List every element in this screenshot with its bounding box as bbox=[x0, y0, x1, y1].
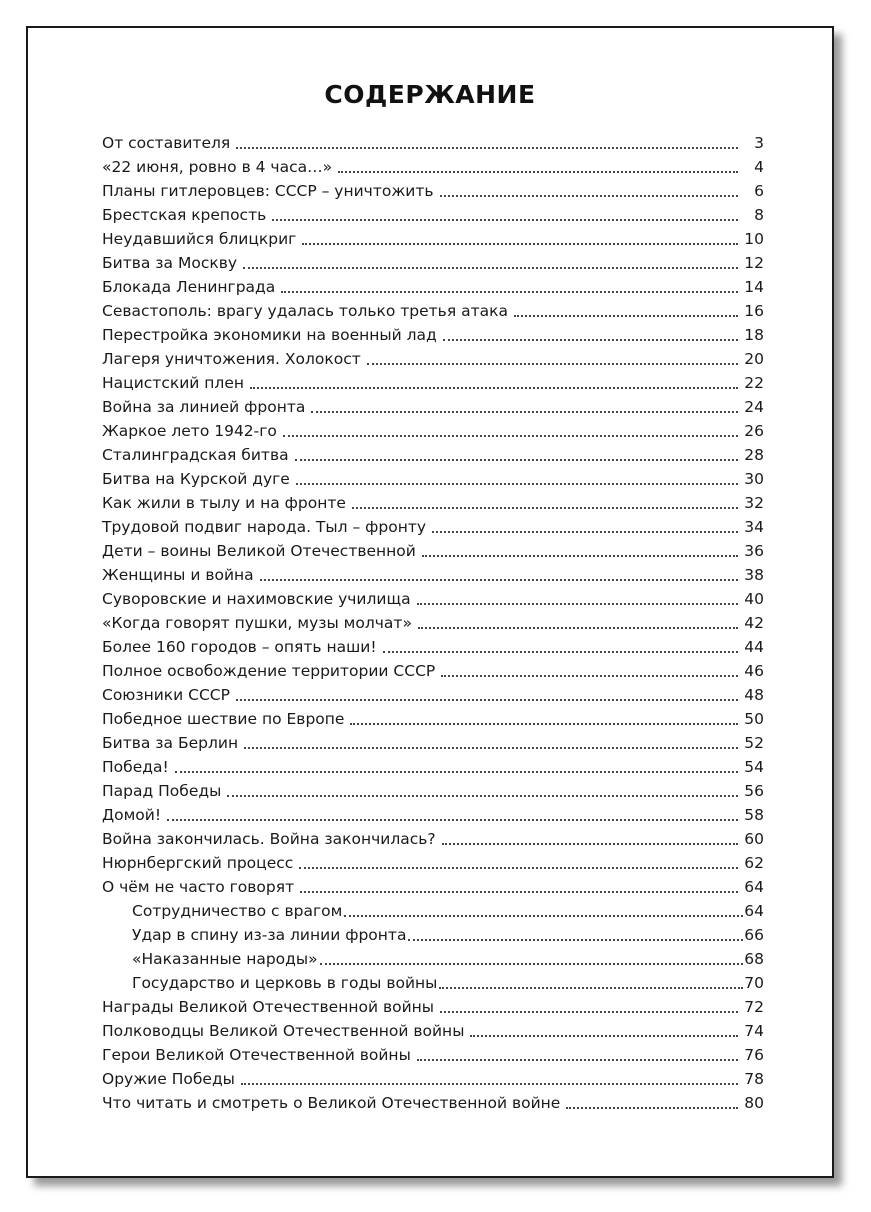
dot-leader bbox=[295, 458, 738, 461]
toc-entry-title: Герои Великой Отечественной войны bbox=[102, 1046, 411, 1064]
toc-entry[interactable] bbox=[102, 1090, 764, 1114]
toc-entry[interactable] bbox=[102, 610, 764, 634]
toc-entry-title: Более 160 городов – опять наши! bbox=[102, 638, 377, 656]
toc-entry-title: «Наказанные народы» bbox=[132, 950, 318, 968]
toc-page-number: 14 bbox=[744, 278, 764, 296]
dot-leader bbox=[243, 266, 738, 269]
toc-page-number: 10 bbox=[744, 230, 764, 248]
toc-page-number: 34 bbox=[744, 518, 764, 536]
toc-page-number: 50 bbox=[744, 710, 764, 728]
dot-leader bbox=[302, 242, 738, 245]
dot-leader bbox=[241, 1082, 738, 1085]
toc-page-number: 48 bbox=[744, 686, 764, 704]
toc-entry[interactable] bbox=[102, 634, 764, 658]
toc-page-number: 6 bbox=[754, 182, 764, 200]
toc-entry[interactable] bbox=[102, 658, 764, 682]
toc-entry-title: Дети – воины Великой Отечественной bbox=[102, 542, 416, 560]
toc-subentry[interactable] bbox=[102, 946, 764, 970]
toc-entry-title: Жаркое лето 1942-го bbox=[102, 422, 277, 440]
toc-page-number: 68 bbox=[744, 950, 764, 968]
toc-entry-title: Трудовой подвиг народа. Тыл – фронту bbox=[102, 518, 427, 536]
toc-entry-title: Сотрудничество с врагом bbox=[132, 902, 343, 920]
toc-entry-title: Брестская крепость bbox=[102, 206, 267, 224]
dot-leader bbox=[227, 794, 738, 797]
toc-entry[interactable] bbox=[102, 682, 764, 706]
toc-entry-title: Награды Великой Отечественной войны bbox=[102, 998, 435, 1016]
toc-page-number: 64 bbox=[744, 878, 764, 896]
toc-entry-title: Удар в спину из-за линии фронта bbox=[132, 926, 407, 944]
toc-entry-title: Севастополь: врагу удалась только третья атака bbox=[102, 302, 508, 320]
toc-entry[interactable] bbox=[102, 274, 764, 298]
dot-leader bbox=[236, 146, 738, 149]
dot-leader bbox=[260, 578, 738, 581]
toc-entry-title: Война закончилась. Война закончилась? bbox=[102, 830, 436, 848]
toc-entry-title: Что читать и смотреть о Великой Отечественной войне bbox=[102, 1094, 561, 1112]
toc-page-number: 12 bbox=[744, 254, 764, 272]
toc-page-number: 40 bbox=[744, 590, 764, 608]
dot-leader bbox=[383, 650, 738, 653]
toc-entry-title: Сталинградская битва bbox=[102, 446, 289, 464]
toc-entry-title: Перестройка экономики на военный лад bbox=[102, 326, 437, 344]
toc-page-number: 3 bbox=[754, 134, 764, 152]
toc-entry[interactable] bbox=[102, 514, 764, 538]
toc-entry-title: Как жили в тылу и на фронте bbox=[102, 494, 346, 512]
dot-leader bbox=[311, 410, 738, 413]
dot-leader bbox=[443, 338, 738, 341]
toc-page-number: 22 bbox=[744, 374, 764, 392]
dot-leader bbox=[417, 602, 738, 605]
toc-entry-title: Союзники СССР bbox=[102, 686, 230, 704]
toc-page-number: 60 bbox=[744, 830, 764, 848]
toc-entry[interactable] bbox=[102, 1018, 764, 1042]
dot-leader bbox=[417, 1058, 738, 1061]
toc-entry[interactable] bbox=[102, 730, 764, 754]
toc-entry[interactable] bbox=[102, 226, 764, 250]
document-page bbox=[26, 26, 834, 1178]
toc-entry-title: Женщины и война bbox=[102, 566, 254, 584]
toc-entry[interactable] bbox=[102, 250, 764, 274]
toc-entry[interactable] bbox=[102, 850, 764, 874]
dot-leader bbox=[422, 554, 738, 557]
toc-subentry[interactable] bbox=[102, 922, 764, 946]
toc-entry[interactable] bbox=[102, 538, 764, 562]
dot-leader bbox=[408, 938, 743, 941]
dot-leader bbox=[296, 482, 738, 485]
toc-entry[interactable] bbox=[102, 586, 764, 610]
toc-entry-title: Война за линией фронта bbox=[102, 398, 306, 416]
toc-entry-title: Победа! bbox=[102, 758, 169, 776]
toc-entry[interactable] bbox=[102, 1066, 764, 1090]
dot-leader bbox=[352, 506, 738, 509]
toc-page-number: 80 bbox=[744, 1094, 764, 1112]
page-title: СОДЕРЖАНИЕ bbox=[324, 80, 536, 109]
dot-leader bbox=[470, 1034, 738, 1037]
toc-entry[interactable] bbox=[102, 778, 764, 802]
dot-leader bbox=[439, 986, 743, 989]
toc-page-number: 20 bbox=[744, 350, 764, 368]
toc-entry[interactable] bbox=[102, 130, 764, 154]
dot-leader bbox=[283, 434, 738, 437]
dot-leader bbox=[566, 1106, 738, 1109]
toc-page-number: 4 bbox=[754, 158, 764, 176]
toc-page-number: 58 bbox=[744, 806, 764, 824]
toc-page-number: 44 bbox=[744, 638, 764, 656]
toc-entry-title: Полководцы Великой Отечественной войны bbox=[102, 1022, 465, 1040]
dot-leader bbox=[514, 314, 738, 317]
toc-entry[interactable] bbox=[102, 754, 764, 778]
dot-leader bbox=[344, 914, 743, 917]
toc-entry[interactable] bbox=[102, 994, 764, 1018]
toc-page-number: 64 bbox=[744, 902, 764, 920]
toc-entry-title: Битва за Москву bbox=[102, 254, 238, 272]
toc-page-number: 54 bbox=[744, 758, 764, 776]
toc-entry-title: Нюрнбергский процесс bbox=[102, 854, 294, 872]
toc-subentry[interactable] bbox=[102, 970, 764, 994]
dot-leader bbox=[432, 530, 738, 533]
toc-entry-title: От составителя bbox=[102, 134, 231, 152]
dot-leader bbox=[442, 842, 738, 845]
toc-entry[interactable] bbox=[102, 562, 764, 586]
toc-entry-title: Полное освобождение территории СССР bbox=[102, 662, 436, 680]
toc-entry-title: Парад Победы bbox=[102, 782, 222, 800]
dot-leader bbox=[338, 170, 738, 173]
dot-leader bbox=[350, 722, 738, 725]
toc-entry[interactable] bbox=[102, 154, 764, 178]
toc-entry[interactable] bbox=[102, 802, 764, 826]
toc-entry[interactable] bbox=[102, 706, 764, 730]
toc-page-number: 70 bbox=[744, 974, 764, 992]
toc-entry[interactable] bbox=[102, 874, 764, 898]
toc-page-number: 42 bbox=[744, 614, 764, 632]
toc-page-number: 56 bbox=[744, 782, 764, 800]
toc-entry[interactable] bbox=[102, 466, 764, 490]
toc-entry-title: Битва за Берлин bbox=[102, 734, 239, 752]
toc-page-number: 62 bbox=[744, 854, 764, 872]
dot-leader bbox=[250, 386, 738, 389]
dot-leader bbox=[272, 218, 738, 221]
toc-page-number: 18 bbox=[744, 326, 764, 344]
toc-entry-title: Оружие Победы bbox=[102, 1070, 235, 1088]
toc-entry[interactable] bbox=[102, 442, 764, 466]
table-of-contents bbox=[102, 130, 764, 1114]
toc-page-number: 32 bbox=[744, 494, 764, 512]
toc-entry[interactable] bbox=[102, 826, 764, 850]
toc-entry[interactable] bbox=[102, 346, 764, 370]
toc-page-number: 36 bbox=[744, 542, 764, 560]
dot-leader bbox=[175, 770, 738, 773]
dot-leader bbox=[300, 890, 738, 893]
toc-subentry[interactable] bbox=[102, 898, 764, 922]
toc-entry-title: «22 июня, ровно в 4 часа…» bbox=[102, 158, 333, 176]
toc-page-number: 30 bbox=[744, 470, 764, 488]
toc-entry[interactable] bbox=[102, 418, 764, 442]
toc-entry-title: Нацистский плен bbox=[102, 374, 244, 392]
toc-page-number: 26 bbox=[744, 422, 764, 440]
toc-entry-title: Домой! bbox=[102, 806, 162, 824]
dot-leader bbox=[418, 626, 738, 629]
toc-entry-title: Государство и церковь в годы войны bbox=[132, 974, 438, 992]
toc-page-number: 74 bbox=[744, 1022, 764, 1040]
dot-leader bbox=[440, 1010, 738, 1013]
toc-entry[interactable] bbox=[102, 1042, 764, 1066]
toc-entry-title: Планы гитлеровцев: СССР – уничтожить bbox=[102, 182, 434, 200]
toc-page-number: 16 bbox=[744, 302, 764, 320]
dot-leader bbox=[320, 962, 743, 965]
toc-entry-title: Лагеря уничтожения. Холокост bbox=[102, 350, 361, 368]
toc-entry[interactable] bbox=[102, 322, 764, 346]
toc-page-number: 76 bbox=[744, 1046, 764, 1064]
toc-page-number: 66 bbox=[744, 926, 764, 944]
toc-page-number: 38 bbox=[744, 566, 764, 584]
dot-leader bbox=[244, 746, 738, 749]
toc-entry-title: «Когда говорят пушки, музы молчат» bbox=[102, 614, 412, 632]
toc-entry[interactable] bbox=[102, 298, 764, 322]
toc-entry-title: Блокада Ленинграда bbox=[102, 278, 276, 296]
dot-leader bbox=[167, 818, 738, 821]
toc-page-number: 24 bbox=[744, 398, 764, 416]
toc-page-number: 46 bbox=[744, 662, 764, 680]
dot-leader bbox=[299, 866, 738, 869]
toc-page-number: 52 bbox=[744, 734, 764, 752]
toc-page-number: 28 bbox=[744, 446, 764, 464]
dot-leader bbox=[440, 194, 738, 197]
toc-entry[interactable] bbox=[102, 178, 764, 202]
toc-entry[interactable] bbox=[102, 202, 764, 226]
toc-entry-title: Битва на Курской дуге bbox=[102, 470, 290, 488]
toc-page-number: 72 bbox=[744, 998, 764, 1016]
dot-leader bbox=[236, 698, 738, 701]
dot-leader bbox=[281, 290, 738, 293]
toc-entry-title: О чём не часто говорят bbox=[102, 878, 295, 896]
toc-entry[interactable] bbox=[102, 490, 764, 514]
dot-leader bbox=[367, 362, 738, 365]
toc-entry[interactable] bbox=[102, 394, 764, 418]
toc-entry-title: Суворовские и нахимовские училища bbox=[102, 590, 411, 608]
dot-leader bbox=[441, 674, 738, 677]
toc-page-number: 8 bbox=[754, 206, 764, 224]
toc-entry-title: Победное шествие по Европе bbox=[102, 710, 345, 728]
toc-page-number: 78 bbox=[744, 1070, 764, 1088]
toc-entry[interactable] bbox=[102, 370, 764, 394]
toc-entry-title: Неудавшийся блицкриг bbox=[102, 230, 297, 248]
